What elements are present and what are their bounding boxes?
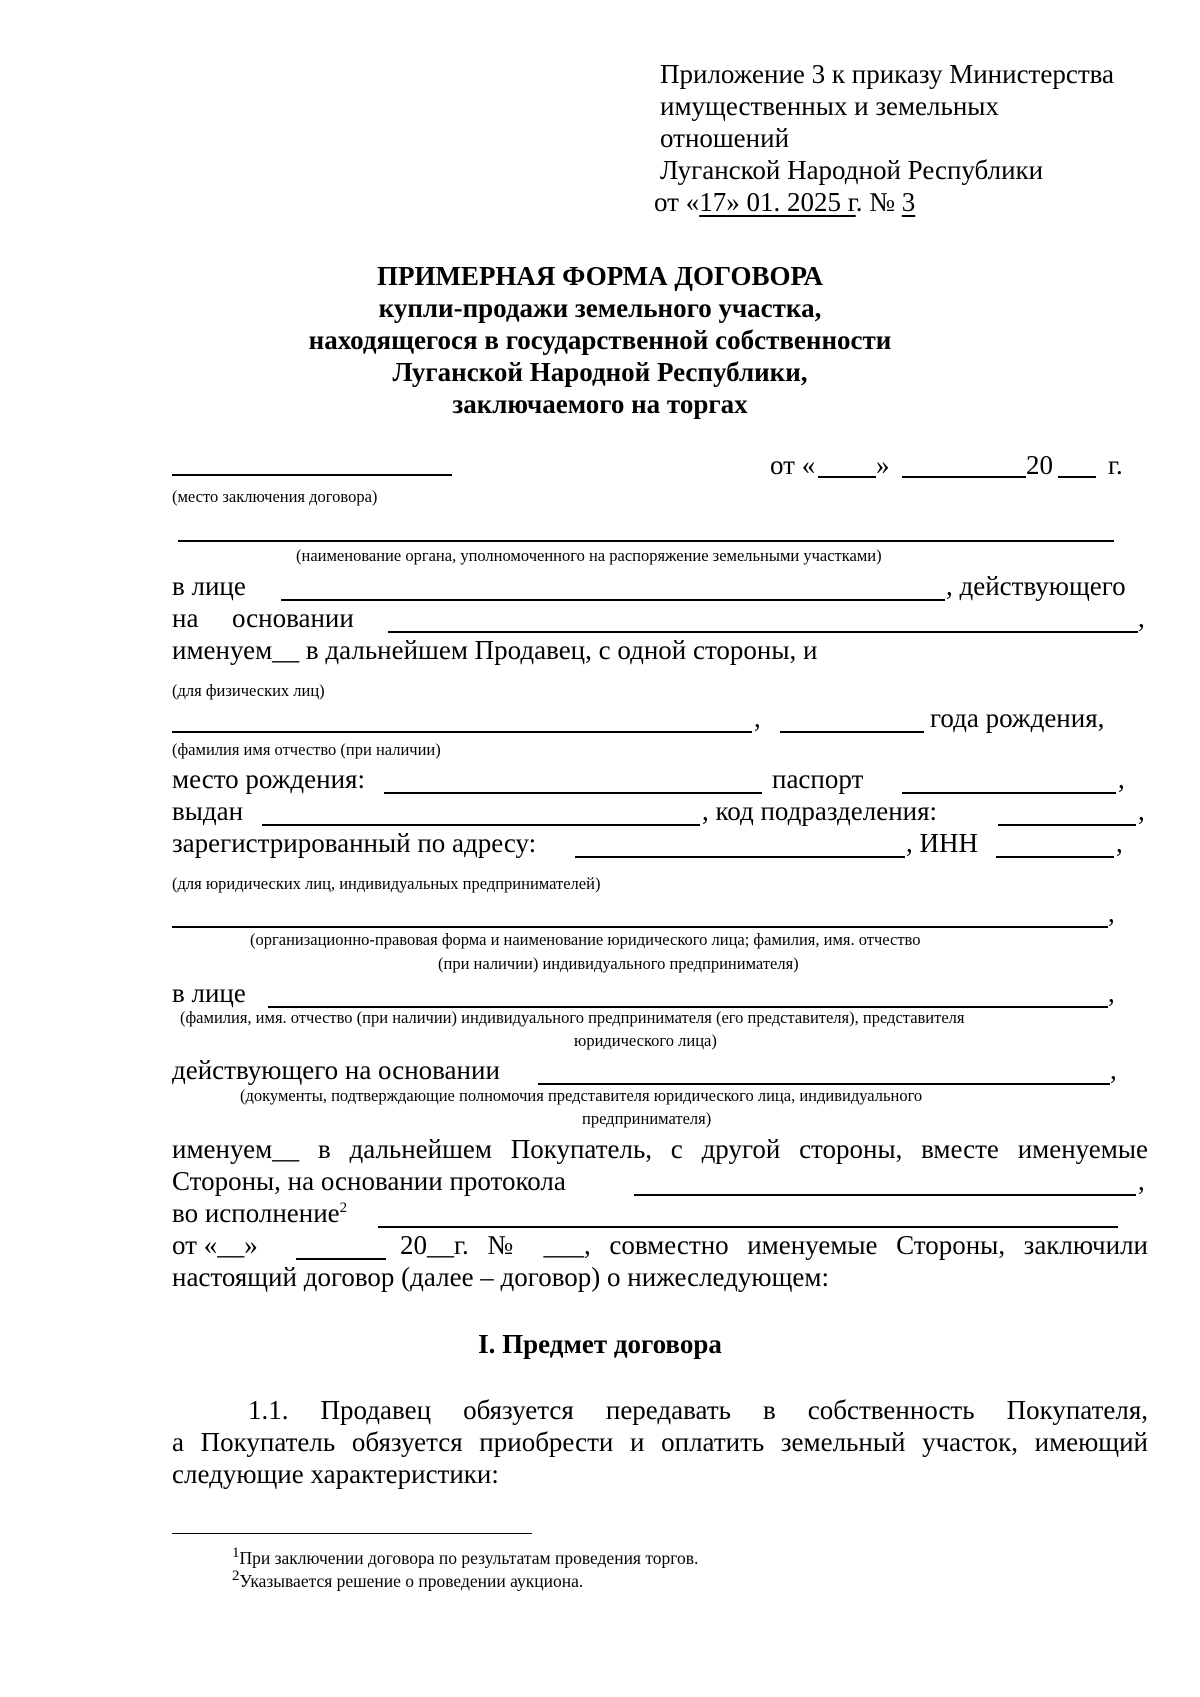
- legal-org-blank[interactable]: [172, 926, 1108, 928]
- order-date-prefix: от «: [654, 187, 700, 217]
- subdivision-label: , код подразделения:: [702, 796, 938, 826]
- date-month-blank[interactable]: [902, 476, 1026, 478]
- date-day-blank[interactable]: [818, 476, 876, 478]
- seller-acting-label: , действующего: [946, 571, 1126, 601]
- subdivision-comma: ,: [1138, 796, 1145, 826]
- title-line-1: ПРИМЕРНАЯ ФОРМА ДОГОВОРА: [376, 261, 824, 291]
- passport-comma: ,: [1118, 764, 1125, 794]
- legal-docs-caption-1: (документы, подтверждающие полномочия представителя юридического лица, индивидуального: [240, 1086, 923, 1105]
- inn-comma: ,: [1116, 828, 1123, 858]
- seller-person-blank[interactable]: [281, 599, 945, 601]
- title-line-4: Луганской Народной Республики,: [392, 357, 808, 387]
- legal-acting-blank[interactable]: [538, 1083, 1110, 1085]
- header-line-2: имущественных и земельных: [660, 91, 999, 121]
- buyer-from-month-blank[interactable]: [296, 1258, 386, 1260]
- footnote-1: [232, 1545, 699, 1569]
- buyer-from-a: от «__»: [172, 1230, 258, 1260]
- buyer-from-b: 20__г. № ___, совместно именуемые Стороны, заключили: [400, 1230, 1148, 1260]
- inn-blank[interactable]: [996, 856, 1114, 858]
- subdivision-blank[interactable]: [998, 824, 1136, 826]
- passport-label: паспорт: [772, 764, 864, 794]
- order-date-mid: . №: [855, 187, 902, 217]
- birth-year-blank[interactable]: [780, 731, 924, 733]
- legal-docs-caption-2: предпринимателя): [582, 1109, 712, 1128]
- issued-label: выдан: [172, 796, 244, 826]
- buyer-protocol-label: Стороны, на основании протокола: [172, 1166, 566, 1196]
- section-1-p1-line-1: 1.1. Продавец обязуется передавать в собственность Покупателя,: [248, 1395, 1148, 1425]
- title-line-3: находящегося в государственной собственности: [308, 325, 892, 355]
- seller-basis-blank[interactable]: [388, 631, 1138, 633]
- buyer-execution-text: во исполнение: [172, 1198, 340, 1228]
- footnote-1-text: При заключении договора по результатам проведения торгов.: [239, 1548, 699, 1568]
- footnote-2-mark: 2: [232, 1568, 240, 1585]
- section-1-p1-line-2: а Покупатель обязуется приобрести и оплатить земельный участок, имеющий: [172, 1427, 1148, 1457]
- individual-name-blank[interactable]: [172, 731, 752, 733]
- header-line-3: отношений: [660, 123, 790, 153]
- legal-org-comma: ,: [1108, 898, 1115, 928]
- footnote-ref-2: 2: [339, 1200, 348, 1216]
- passport-blank[interactable]: [902, 792, 1116, 794]
- legal-person-caption-1: (фамилия, имя. отчество (при наличии) индивидуального предпринимателя (его представителя), представителя: [180, 1008, 965, 1027]
- buyer-line-last: настоящий договор (далее – договор) о нижеследующем:: [172, 1262, 829, 1292]
- title-line-5: заключаемого на торгах: [452, 389, 748, 419]
- section-1-heading: I. Предмет договора: [478, 1329, 722, 1359]
- header-line-1: Приложение 3 к приказу Министерства: [660, 59, 1115, 89]
- seller-basis-a: на: [172, 603, 199, 633]
- birthplace-label: место рождения:: [172, 764, 365, 794]
- section-1-p1-line-3: следующие характеристики:: [172, 1459, 499, 1489]
- date-year-prefix: 20: [1026, 450, 1053, 480]
- date-close-quote: »: [876, 450, 890, 480]
- buyer-protocol-comma: ,: [1138, 1166, 1145, 1196]
- seller-org-caption: (наименование органа, уполномоченного на распоряжение земельными участками): [296, 546, 882, 565]
- place-caption: (место заключения договора): [172, 487, 378, 506]
- order-date-day: 17: [699, 187, 727, 217]
- individual-caption: (для физических лиц): [172, 681, 325, 700]
- legal-acting-label: действующего на основании: [172, 1055, 500, 1085]
- registered-label: зарегистрированный по адресу:: [172, 828, 537, 858]
- order-date-rest: » 01. 2025 г: [726, 187, 856, 217]
- legal-org-caption-2: (при наличии) индивидуального предпринимателя): [438, 954, 799, 973]
- seller-basis-comma: ,: [1138, 603, 1145, 633]
- legal-org-caption-1: (организационно-правовая форма и наименование юридического лица; фамилия, имя. отчество: [250, 930, 921, 949]
- date-year-blank[interactable]: [1058, 476, 1096, 478]
- legal-acting-comma: ,: [1110, 1055, 1117, 1085]
- individual-name-comma: ,: [754, 703, 761, 733]
- registered-blank[interactable]: [575, 856, 905, 858]
- legal-caption: (для юридических лиц, индивидуальных предпринимателей): [172, 874, 601, 893]
- place-blank[interactable]: [172, 474, 452, 476]
- header-order-date: [654, 186, 915, 218]
- seller-named: именуем__ в дальнейшем Продавец, с одной стороны, и: [172, 635, 818, 665]
- seller-org-blank[interactable]: [178, 540, 1114, 542]
- issued-blank[interactable]: [262, 824, 700, 826]
- seller-basis-b: основании: [232, 603, 354, 633]
- footnote-1-mark: 1: [232, 1545, 240, 1562]
- date-year-suffix: г.: [1108, 450, 1123, 480]
- footnote-2: [232, 1568, 584, 1592]
- legal-person-caption-2: юридического лица): [574, 1031, 717, 1050]
- buyer-execution-blank[interactable]: [378, 1226, 1118, 1228]
- footnote-separator: [172, 1533, 532, 1534]
- header-line-4: Луганской Народной Республики: [660, 155, 1044, 185]
- footnote-2-text: Указывается решение о проведении аукциона.: [239, 1571, 584, 1591]
- legal-person-comma: ,: [1108, 978, 1115, 1008]
- seller-in-person-label: в лице: [172, 571, 246, 601]
- inn-label: , ИНН: [906, 828, 978, 858]
- legal-in-person-label: в лице: [172, 978, 246, 1008]
- individual-name-caption: (фамилия имя отчество (при наличии): [172, 740, 441, 759]
- buyer-execution-label: [172, 1197, 347, 1229]
- buyer-protocol-blank[interactable]: [634, 1194, 1136, 1196]
- buyer-line-1: именуем__ в дальнейшем Покупатель, с другой стороны, вместе именуемые: [172, 1134, 1148, 1164]
- date-from-label: от «: [770, 450, 816, 480]
- birth-year-label: года рождения,: [930, 703, 1105, 733]
- title-line-2: купли-продажи земельного участка,: [378, 293, 822, 323]
- order-number: 3: [901, 187, 916, 217]
- birthplace-blank[interactable]: [384, 792, 762, 794]
